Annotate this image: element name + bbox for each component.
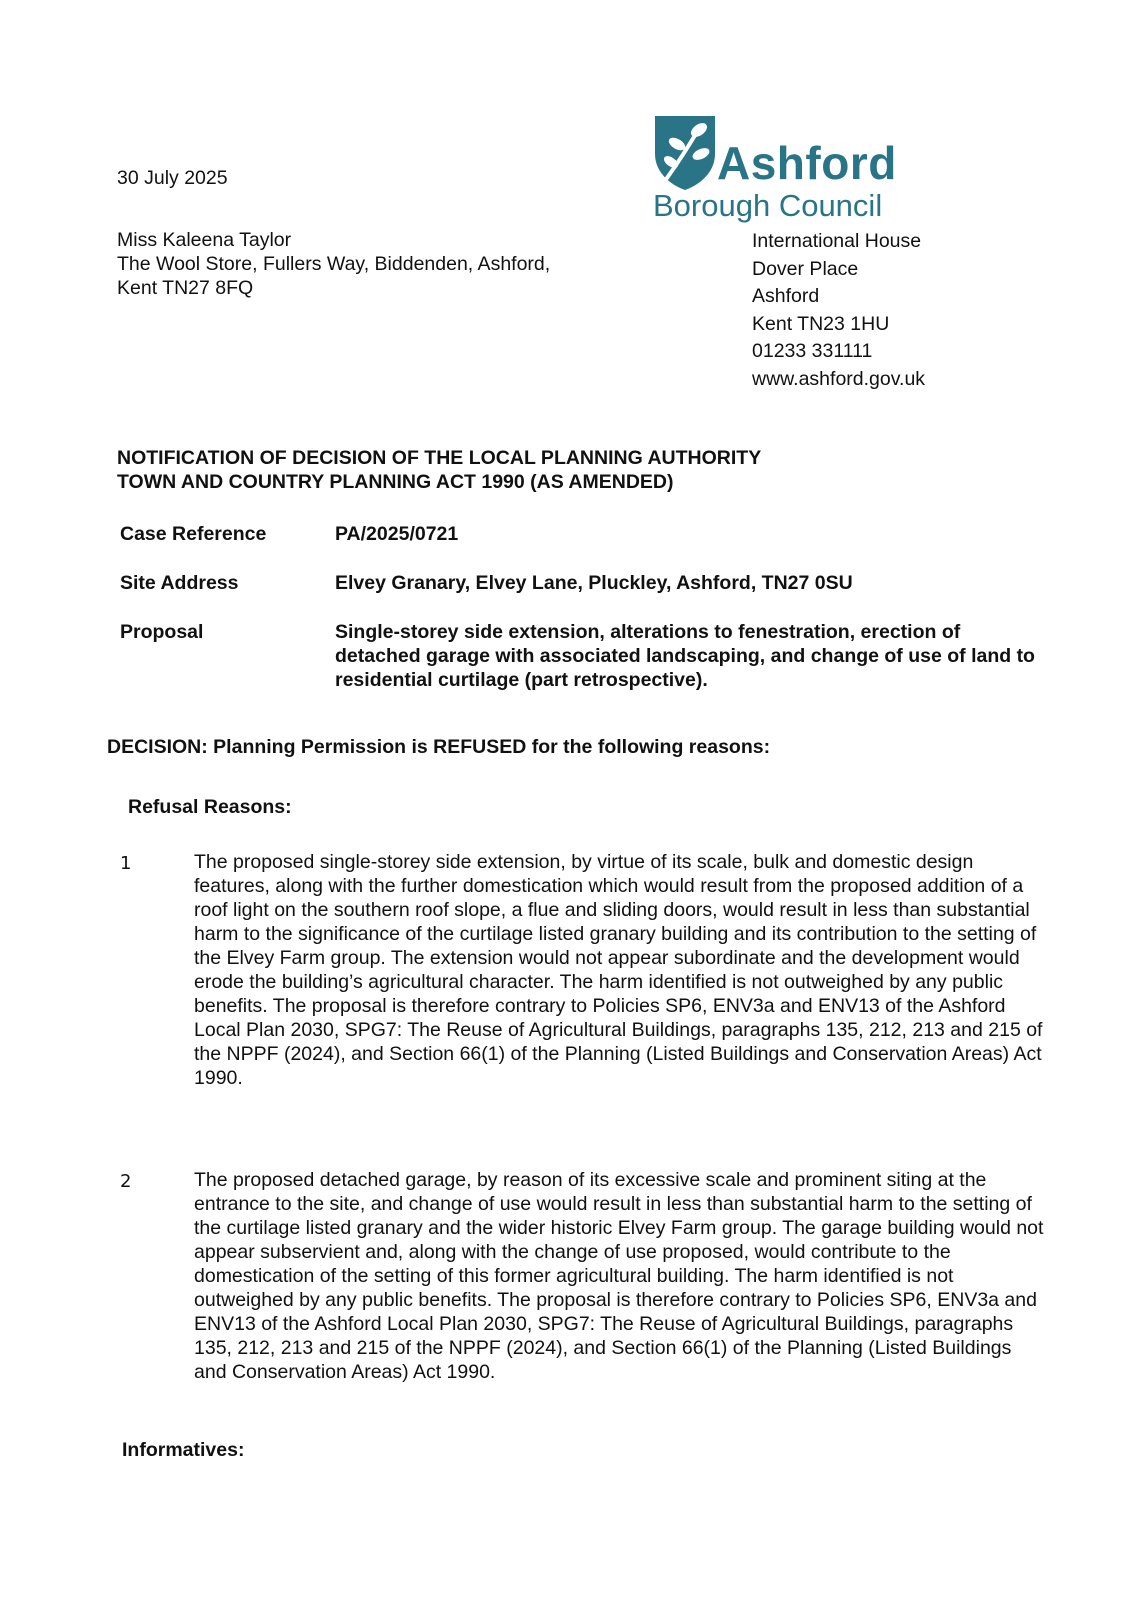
reason-number: 2 xyxy=(120,1171,132,1192)
reason-number: 1 xyxy=(120,853,132,874)
council-website: www.ashford.gov.uk xyxy=(752,367,926,390)
reason-text: The proposed single-storey side extension, by virtue of its scale, bulk and domestic design features, along with the further domestication which would result from the proposed addition of a roof light on the southern roof slope, a flue and sliding doors, would result in less than substantial harm to the significance of the curtilage listed granary building and its contribution to the setting of the Elvey Farm group. The extension would not appear subordinate and the development would erode the building’s agricultural character. The harm identified is not outweighed by any public benefits. The proposal is therefore contrary to Policies SP6, ENV3a and ENV13 of the Ashford Local Plan 2030, SPG7: The Reuse of Agricultural Buildings, paragraphs 135, 212, 213 and 215 of the NPPF (2024), and Section 66(1) of the Planning (Listed Buildings and Conservation Areas) Act 1990. xyxy=(194,851,1043,1089)
recipient-address-line: The Wool Store, Fullers Way, Biddenden, Ashford, xyxy=(117,253,551,275)
recipient-address xyxy=(117,228,550,300)
site-address-label: Site Address xyxy=(120,572,239,594)
notice-heading-line: NOTIFICATION OF DECISION OF THE LOCAL PLANNING AUTHORITY xyxy=(117,447,762,469)
council-phone: 01233 331111 xyxy=(752,340,873,362)
council-address xyxy=(752,228,925,393)
case-reference-label: Case Reference xyxy=(120,523,267,545)
refusal-reasons-title: Refusal Reasons: xyxy=(128,796,292,818)
decision-statement: DECISION: Planning Permission is REFUSED for the following reasons: xyxy=(107,736,771,758)
logo-text-borough-council: Borough Council xyxy=(653,188,883,223)
letter-date: 30 July 2025 xyxy=(117,167,228,189)
site-address-value: Elvey Granary, Elvey Lane, Pluckley, Ashford, TN27 0SU xyxy=(335,572,853,594)
notice-heading-line: TOWN AND COUNTRY PLANNING ACT 1990 (AS AMENDED) xyxy=(117,471,674,493)
council-address-line: Ashford xyxy=(752,285,820,307)
council-address-line: International House xyxy=(752,230,922,252)
council-address-line: Dover Place xyxy=(752,257,859,280)
recipient-name: Miss Kaleena Taylor xyxy=(117,229,292,251)
proposal-value: Single-storey side extension, alterations to fenestration, erection of detached garage with associated landscaping, and change of use of land to residential curtilage (part retrospective). xyxy=(335,621,1035,691)
reason-text: The proposed detached garage, by reason of its excessive scale and prominent siting at the entrance to the site, and change of use would result in less than substantial harm to the setting of the curtilage listed granary and the wider historic Elvey Farm group. The garage building would not appear subservient and, along with the change of use proposed, would contribute to the domestication of the setting of this former agricultural building. The harm identified is not outweighed by any public benefits. The proposal is therefore contrary to Policies SP6, ENV3a and ENV13 of the Ashford Local Plan 2030, SPG7: The Reuse of Agricultural Buildings, paragraphs 135, 212, 213 and 215 of the NPPF (2024), and Section 66(1) of the Planning (Listed Buildings and Conservation Areas) Act 1990. xyxy=(194,1169,1044,1383)
oak-leaf-shield-icon xyxy=(653,114,717,190)
council-logo xyxy=(653,114,898,226)
council-address-line: Kent TN23 1HU xyxy=(752,312,890,335)
informatives-title: Informatives: xyxy=(122,1439,245,1461)
notice-heading xyxy=(117,446,761,494)
logo-text-ashford: Ashford xyxy=(717,137,897,189)
proposal-label: Proposal xyxy=(120,621,204,643)
case-reference-value: PA/2025/0721 xyxy=(335,523,459,545)
recipient-address-line: Kent TN27 8FQ xyxy=(117,277,254,299)
